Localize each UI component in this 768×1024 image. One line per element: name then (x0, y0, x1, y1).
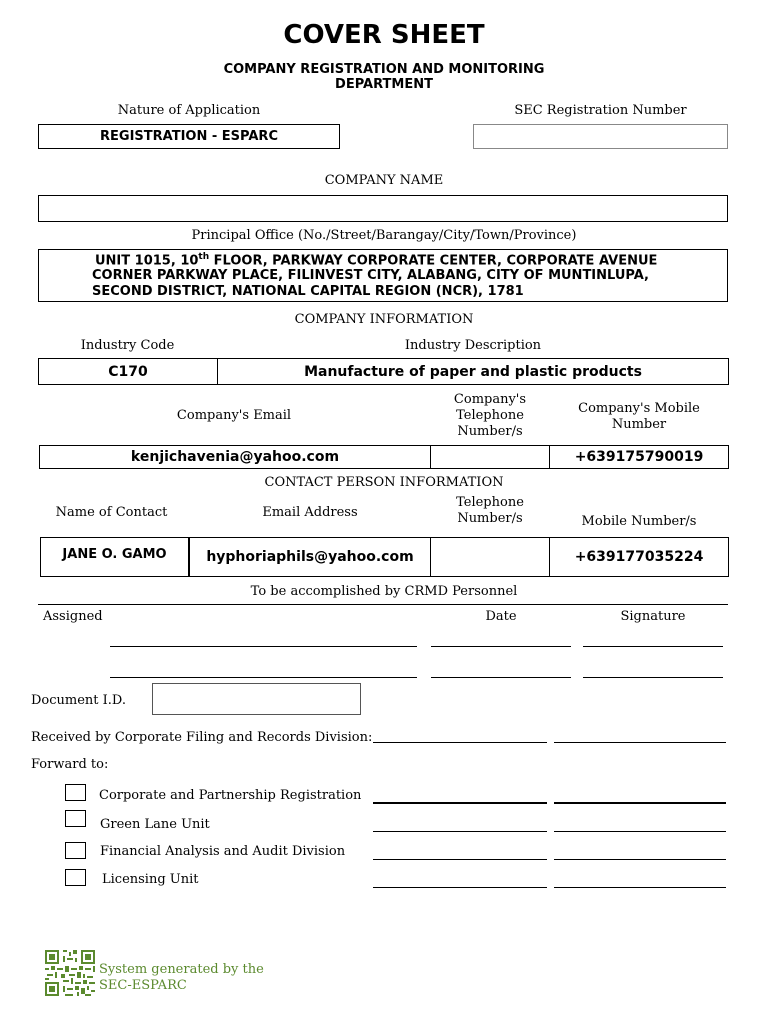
assigned-label: Assigned (43, 609, 103, 624)
forward-checkbox-green-lane[interactable] (65, 810, 86, 827)
company-email-label: Company's Email (176, 408, 292, 423)
industry-code-label: Industry Code (80, 338, 175, 353)
forward-line-2a[interactable] (373, 831, 547, 832)
forward-checkbox-corporate-partnership[interactable] (65, 784, 86, 801)
received-by-label: Received by Corporate Filing and Records Division: (31, 730, 373, 745)
forward-line-3a[interactable] (373, 859, 547, 860)
forward-line-3b[interactable] (554, 859, 726, 860)
contact-email-value: hyphoriaphils@yahoo.com (206, 549, 414, 565)
principal-office-line-3: SECOND DISTRICT, NATIONAL CAPITAL REGION (NCR), 1781 (92, 284, 524, 299)
contact-email-field (189, 537, 431, 577)
date-line-2[interactable] (431, 677, 571, 678)
crmd-personnel-label: To be accomplished by CRMD Personnel (250, 584, 518, 599)
principal-office-line-1-a: UNIT 1015, 10 (95, 253, 199, 269)
industry-description-value: Manufacture of paper and plastic products (304, 363, 642, 380)
principal-office-line-1 (95, 252, 657, 268)
nature-of-application-field (38, 124, 340, 149)
forward-label-corporate-partnership: Corporate and Partnership Registration (99, 788, 362, 803)
date-label: Date (485, 609, 517, 624)
department-line-2: DEPARTMENT (335, 77, 433, 92)
forward-to-label: Forward to: (31, 757, 109, 772)
received-by-line-1[interactable] (373, 742, 547, 743)
contact-mobile-field (549, 537, 729, 577)
industry-description-field (217, 358, 729, 385)
industry-code-field (38, 358, 218, 385)
company-mobile-label-2: Number (611, 417, 667, 432)
document-id-field[interactable] (152, 683, 361, 715)
company-email-value: kenjichavenia@yahoo.com (130, 449, 340, 465)
contact-telephone-label-2: Number/s (457, 511, 523, 526)
assigned-line-2[interactable] (110, 677, 417, 678)
contact-mobile-label: Mobile Number/s (581, 514, 697, 529)
contact-telephone-label (431, 495, 549, 527)
footer-line-1: System generated by the (99, 962, 264, 977)
company-mobile-label-1: Company's Mobile (578, 401, 700, 416)
name-of-contact-label: Name of Contact (55, 505, 168, 520)
company-name-label: COMPANY NAME (324, 173, 444, 188)
principal-office-line-1-sup: th (198, 252, 210, 262)
forward-checkbox-licensing[interactable] (65, 869, 86, 886)
contact-person-information-label: CONTACT PERSON INFORMATION (264, 475, 504, 490)
forward-checkbox-financial-analysis[interactable] (65, 842, 86, 859)
principal-office-line-2: CORNER PARKWAY PLACE, FILINVEST CITY, ALABANG, CITY OF MUNTINLUPA, (92, 268, 649, 283)
qr-code-icon (45, 950, 95, 996)
document-id-label: Document I.D. (31, 693, 127, 708)
footer-text (99, 962, 264, 994)
forward-line-1b[interactable] (554, 802, 726, 804)
crmd-divider (38, 604, 728, 605)
company-mobile-value: +639175790019 (574, 449, 704, 465)
department-line-1: COMPANY REGISTRATION AND MONITORING (223, 62, 545, 77)
company-name-field[interactable] (38, 195, 728, 222)
industry-description-label: Industry Description (404, 338, 542, 353)
company-mobile-label (549, 401, 729, 433)
principal-office-line-1-b: FLOOR, PARKWAY CORPORATE CENTER, CORPORATE AVENUE (209, 253, 658, 269)
date-line-1[interactable] (431, 646, 571, 647)
contact-mobile-value: +639177035224 (574, 549, 704, 565)
company-mobile-field (549, 445, 729, 469)
principal-office-label: Principal Office (No./Street/Barangay/City/Town/Province) (191, 228, 577, 243)
company-telephone-label (431, 392, 549, 440)
signature-label: Signature (620, 609, 686, 624)
signature-line-1[interactable] (583, 646, 723, 647)
forward-label-financial-analysis: Financial Analysis and Audit Division (100, 844, 346, 859)
company-telephone-label-3: Number/s (457, 424, 523, 439)
sec-registration-number-label: SEC Registration Number (514, 103, 687, 118)
company-information-label: COMPANY INFORMATION (294, 312, 474, 327)
footer-line-2: SEC-ESPARC (99, 978, 187, 993)
contact-telephone-label-1: Telephone (456, 495, 524, 510)
company-telephone-label-2: Telephone (456, 408, 524, 423)
nature-of-application-label: Nature of Application (117, 103, 261, 118)
company-telephone-label-1: Company's (453, 392, 527, 407)
assigned-line-1[interactable] (110, 646, 417, 647)
signature-line-2[interactable] (583, 677, 723, 678)
email-address-label: Email Address (262, 505, 358, 520)
page-title: COVER SHEET (283, 20, 485, 50)
industry-code-value: C170 (108, 363, 148, 380)
forward-label-green-lane: Green Lane Unit (100, 817, 210, 832)
contact-name-field (40, 537, 189, 577)
forward-label-licensing: Licensing Unit (102, 872, 199, 887)
forward-line-1a[interactable] (373, 802, 547, 804)
forward-line-4b[interactable] (554, 887, 726, 888)
company-email-field (39, 445, 431, 469)
company-telephone-field (430, 445, 550, 469)
contact-telephone-field (430, 537, 550, 577)
contact-name-value: JANE O. GAMO (62, 547, 167, 562)
forward-line-4a[interactable] (373, 887, 547, 888)
sec-registration-number-field[interactable] (473, 124, 728, 149)
received-by-line-2[interactable] (554, 742, 726, 743)
forward-line-2b[interactable] (554, 831, 726, 832)
nature-of-application-value: REGISTRATION - ESPARC (100, 129, 278, 144)
